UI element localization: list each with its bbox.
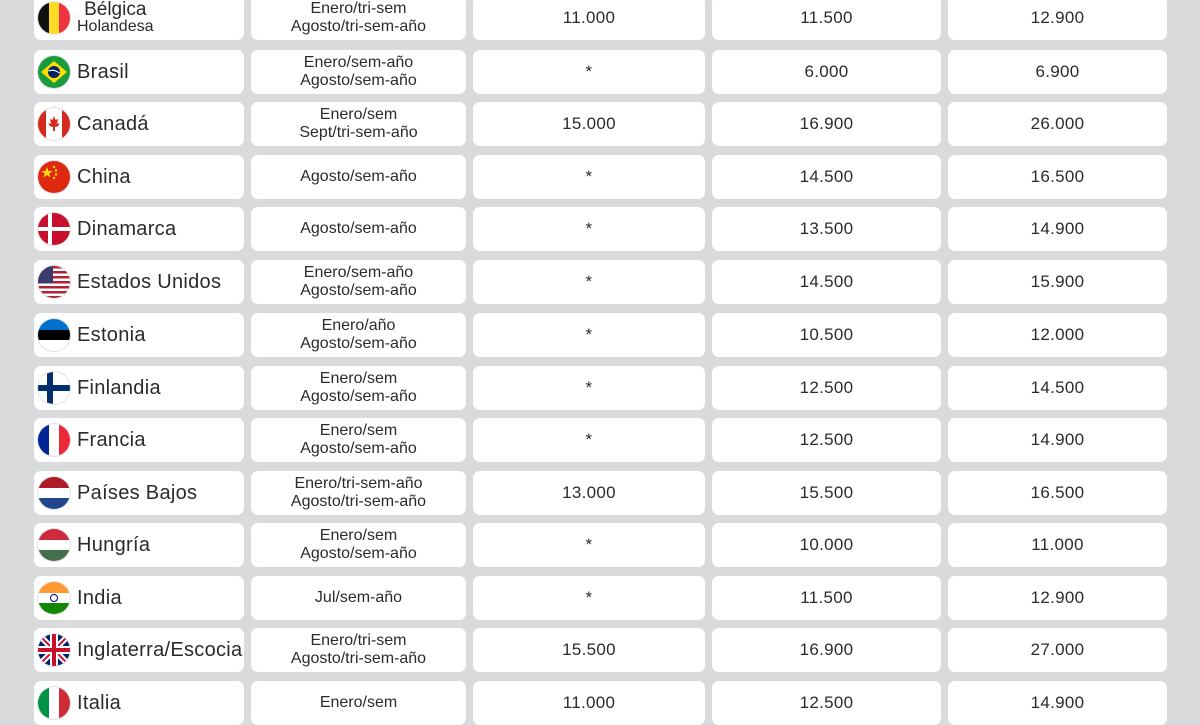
country-cell bbox=[34, 260, 244, 304]
value-text: * bbox=[585, 430, 593, 449]
country-name: Dinamarca bbox=[77, 217, 177, 240]
value-text: 14.500 bbox=[799, 272, 854, 291]
period-cell bbox=[251, 313, 466, 357]
period-cell bbox=[251, 207, 466, 251]
value-cell-col4 bbox=[712, 0, 941, 40]
value-text: 14.900 bbox=[1030, 693, 1085, 712]
period-cell bbox=[251, 260, 466, 304]
period-lines bbox=[300, 527, 417, 563]
period-text: Agosto/sem-año bbox=[300, 388, 417, 405]
country-cell bbox=[34, 155, 244, 199]
period-cell bbox=[251, 471, 466, 515]
table-row bbox=[0, 102, 1200, 146]
value-text: * bbox=[585, 588, 593, 607]
value-cell-col3 bbox=[473, 576, 705, 620]
period-cell bbox=[251, 102, 466, 146]
value-cell-col4 bbox=[712, 628, 941, 672]
value-text: 15.500 bbox=[562, 640, 616, 659]
country-name: China bbox=[77, 165, 131, 188]
table-row bbox=[0, 628, 1200, 672]
country-cell bbox=[34, 418, 244, 462]
period-text: Enero/sem-año bbox=[303, 54, 414, 71]
country-cell bbox=[34, 523, 244, 567]
period-text: Enero/sem-año bbox=[303, 264, 414, 281]
period-text: Enero/sem bbox=[319, 694, 398, 711]
value-cell-col5 bbox=[948, 0, 1167, 40]
country-cell bbox=[34, 50, 244, 94]
value-text: 15.500 bbox=[799, 483, 854, 502]
country-name: Estonia bbox=[77, 323, 146, 346]
table-row bbox=[0, 681, 1200, 725]
country-name-line1: Bélgica bbox=[84, 0, 147, 20]
period-lines bbox=[299, 106, 417, 142]
country-name: Hungría bbox=[77, 533, 151, 556]
value-cell-col3 bbox=[473, 313, 705, 357]
value-text: 16.900 bbox=[799, 114, 854, 133]
period-lines bbox=[320, 694, 397, 712]
country-name: Francia bbox=[77, 428, 146, 451]
country-cell bbox=[34, 576, 244, 620]
value-text: * bbox=[585, 378, 593, 397]
china-flag-icon bbox=[38, 161, 70, 193]
table-row bbox=[0, 313, 1200, 357]
value-text: 12.900 bbox=[1030, 8, 1085, 27]
value-cell-col3 bbox=[473, 207, 705, 251]
value-text: 6.900 bbox=[1035, 62, 1080, 81]
period-lines bbox=[291, 475, 426, 511]
period-lines bbox=[300, 54, 417, 90]
value-cell-col5 bbox=[948, 628, 1167, 672]
value-cell-col5 bbox=[948, 313, 1167, 357]
value-text: 14.900 bbox=[1030, 219, 1085, 238]
period-cell bbox=[251, 0, 466, 40]
period-cell bbox=[251, 523, 466, 567]
value-cell-col3 bbox=[473, 102, 705, 146]
period-text: Agosto/sem-año bbox=[300, 545, 417, 562]
country-name-line2: Holandesa bbox=[77, 18, 154, 35]
value-cell-col3 bbox=[473, 681, 705, 725]
canada-flag-icon bbox=[38, 108, 70, 140]
value-text: 10.500 bbox=[799, 325, 854, 344]
country-cell bbox=[34, 0, 244, 40]
period-text: Agosto/sem-año bbox=[300, 168, 417, 185]
value-cell-col5 bbox=[948, 155, 1167, 199]
country-name: Inglaterra/Escocia bbox=[77, 638, 243, 661]
value-text: 12.000 bbox=[1030, 325, 1085, 344]
value-cell-col4 bbox=[712, 313, 941, 357]
value-cell-col5 bbox=[948, 102, 1167, 146]
country-name: Canadá bbox=[77, 112, 149, 135]
period-text: Enero/tri-sem-año bbox=[294, 475, 423, 492]
table-row bbox=[0, 523, 1200, 567]
country-cell bbox=[34, 471, 244, 515]
value-cell-col5 bbox=[948, 418, 1167, 462]
period-lines bbox=[300, 422, 417, 458]
value-cell-col5 bbox=[948, 471, 1167, 515]
country-name bbox=[77, 1, 154, 35]
value-text: * bbox=[585, 535, 593, 554]
country-name: India bbox=[77, 586, 122, 609]
period-text: Agosto/tri-sem-año bbox=[290, 650, 427, 667]
brazil-flag-icon bbox=[38, 56, 70, 88]
period-text: Sept/tri-sem-año bbox=[299, 124, 418, 141]
value-text: 16.500 bbox=[1030, 483, 1085, 502]
value-text: 10.000 bbox=[799, 535, 854, 554]
country-cell bbox=[34, 102, 244, 146]
period-text: Agosto/sem-año bbox=[300, 440, 417, 457]
value-cell-col5 bbox=[948, 576, 1167, 620]
value-cell-col3 bbox=[473, 155, 705, 199]
period-text: Agosto/sem-año bbox=[300, 72, 417, 89]
table-row bbox=[0, 260, 1200, 304]
table-row bbox=[0, 471, 1200, 515]
period-text: Enero/tri-sem bbox=[310, 0, 407, 17]
belgium-flag-icon bbox=[38, 2, 70, 34]
value-cell-col5 bbox=[948, 260, 1167, 304]
value-cell-col3 bbox=[473, 418, 705, 462]
india-flag-icon bbox=[38, 582, 70, 614]
value-cell-col4 bbox=[712, 260, 941, 304]
period-cell bbox=[251, 50, 466, 94]
value-cell-col4 bbox=[712, 207, 941, 251]
table-row bbox=[0, 366, 1200, 410]
country-cell bbox=[34, 313, 244, 357]
country-name: Brasil bbox=[77, 60, 129, 83]
value-cell-col3 bbox=[473, 0, 705, 40]
period-cell bbox=[251, 366, 466, 410]
value-cell-col4 bbox=[712, 576, 941, 620]
value-text: 11.500 bbox=[800, 8, 853, 27]
uk-flag-icon bbox=[38, 634, 70, 666]
value-text: * bbox=[585, 167, 593, 186]
value-cell-col3 bbox=[473, 260, 705, 304]
period-lines bbox=[300, 168, 417, 186]
period-lines bbox=[291, 0, 426, 36]
value-text: 15.900 bbox=[1030, 272, 1085, 291]
table-row bbox=[0, 0, 1200, 40]
period-cell bbox=[251, 576, 466, 620]
value-text: 11.000 bbox=[1031, 535, 1084, 554]
value-cell-col3 bbox=[473, 366, 705, 410]
value-text: 15.000 bbox=[562, 114, 616, 133]
country-cell bbox=[34, 207, 244, 251]
period-cell bbox=[251, 155, 466, 199]
value-text: 27.000 bbox=[1030, 640, 1085, 659]
period-text: Agosto/sem-año bbox=[300, 282, 417, 299]
value-text: 14.900 bbox=[1030, 430, 1085, 449]
italy-flag-icon bbox=[38, 687, 70, 719]
value-text: 14.500 bbox=[799, 167, 854, 186]
value-cell-col3 bbox=[473, 523, 705, 567]
hungary-flag-icon bbox=[38, 529, 70, 561]
period-lines bbox=[315, 589, 402, 607]
value-cell-col5 bbox=[948, 523, 1167, 567]
country-cell bbox=[34, 628, 244, 672]
table-row bbox=[0, 155, 1200, 199]
value-text: * bbox=[585, 219, 593, 238]
value-text: 13.000 bbox=[562, 483, 616, 502]
period-text: Agosto/sem-año bbox=[300, 335, 417, 352]
value-text: 11.000 bbox=[562, 8, 616, 27]
value-cell-col3 bbox=[473, 50, 705, 94]
period-text: Enero/sem bbox=[319, 527, 398, 544]
value-cell-col4 bbox=[712, 155, 941, 199]
period-lines bbox=[291, 632, 426, 668]
value-cell-col4 bbox=[712, 523, 941, 567]
usa-flag-icon bbox=[38, 266, 70, 298]
value-cell-col5 bbox=[948, 50, 1167, 94]
estonia-flag-icon bbox=[38, 319, 70, 351]
period-text: Enero/sem bbox=[319, 370, 398, 387]
value-cell-col4 bbox=[712, 471, 941, 515]
period-text: Enero/sem bbox=[319, 422, 398, 439]
country-name: Finlandia bbox=[77, 376, 161, 399]
value-text: 12.500 bbox=[799, 430, 854, 449]
netherlands-flag-icon bbox=[38, 477, 70, 509]
value-text: * bbox=[585, 325, 593, 344]
period-lines bbox=[300, 317, 417, 353]
country-name: Italia bbox=[77, 691, 122, 714]
value-text: 26.000 bbox=[1030, 114, 1085, 133]
period-text: Enero/tri-sem bbox=[310, 632, 407, 649]
country-name: Estados Unidos bbox=[77, 270, 222, 293]
period-text: Agosto/tri-sem-año bbox=[290, 18, 427, 35]
value-text: 11.500 bbox=[800, 588, 853, 607]
period-text: Agosto/sem-año bbox=[300, 220, 417, 237]
period-text: Enero/sem bbox=[319, 106, 398, 123]
value-text: 11.000 bbox=[562, 693, 616, 712]
country-name: Países Bajos bbox=[77, 481, 198, 504]
table-row bbox=[0, 576, 1200, 620]
value-text: * bbox=[585, 272, 593, 291]
value-text: 12.900 bbox=[1030, 588, 1085, 607]
value-text: 6.000 bbox=[804, 62, 849, 81]
value-cell-col4 bbox=[712, 366, 941, 410]
value-cell-col5 bbox=[948, 207, 1167, 251]
value-cell-col5 bbox=[948, 681, 1167, 725]
table-row bbox=[0, 50, 1200, 94]
period-text: Jul/sem-año bbox=[314, 589, 403, 606]
period-text: Enero/año bbox=[321, 317, 396, 334]
country-cell bbox=[34, 366, 244, 410]
value-text: * bbox=[585, 62, 593, 81]
value-cell-col3 bbox=[473, 628, 705, 672]
value-text: 13.500 bbox=[799, 219, 854, 238]
value-cell-col3 bbox=[473, 471, 705, 515]
value-text: 12.500 bbox=[799, 693, 854, 712]
france-flag-icon bbox=[38, 424, 70, 456]
period-cell bbox=[251, 681, 466, 725]
table-row bbox=[0, 418, 1200, 462]
value-cell-col5 bbox=[948, 366, 1167, 410]
country-cell bbox=[34, 681, 244, 725]
finland-flag-icon bbox=[38, 372, 70, 404]
period-cell bbox=[251, 628, 466, 672]
value-cell-col4 bbox=[712, 681, 941, 725]
value-cell-col4 bbox=[712, 418, 941, 462]
value-text: 16.900 bbox=[799, 640, 854, 659]
value-cell-col4 bbox=[712, 102, 941, 146]
value-text: 14.500 bbox=[1030, 378, 1085, 397]
table-row bbox=[0, 207, 1200, 251]
value-text: 16.500 bbox=[1030, 167, 1085, 186]
period-cell bbox=[251, 418, 466, 462]
denmark-flag-icon bbox=[38, 213, 70, 245]
period-text: Agosto/tri-sem-año bbox=[290, 493, 427, 510]
value-text: 12.500 bbox=[799, 378, 854, 397]
period-lines bbox=[300, 264, 417, 300]
period-lines bbox=[300, 220, 417, 238]
period-lines bbox=[300, 370, 417, 406]
value-cell-col4 bbox=[712, 50, 941, 94]
